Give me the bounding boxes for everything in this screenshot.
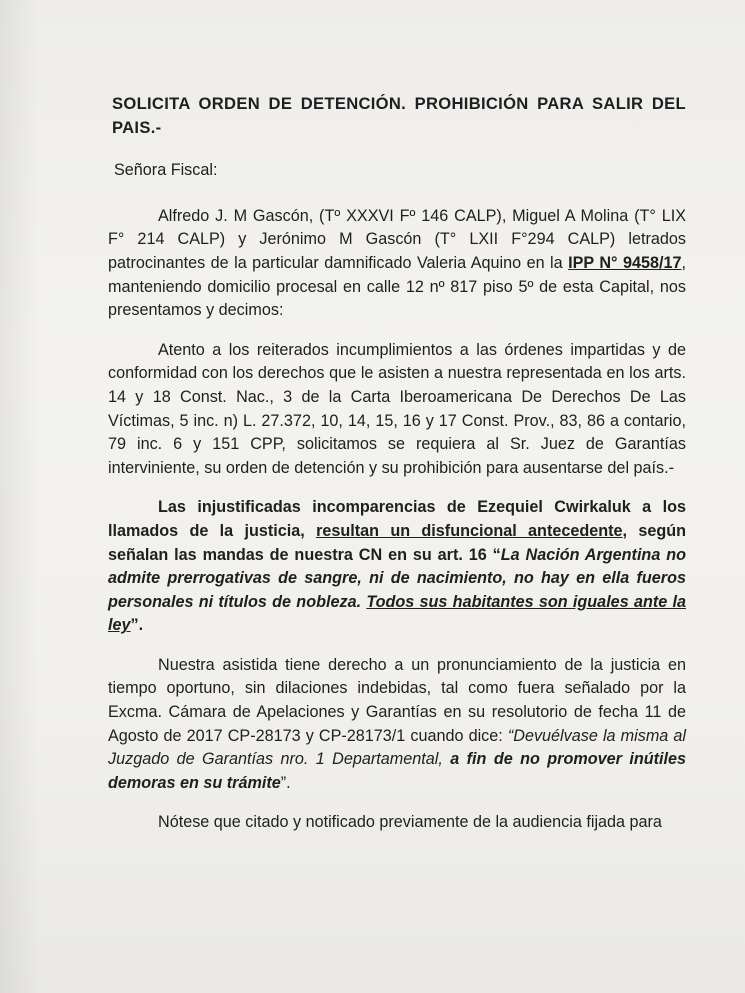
document-title: SOLICITA ORDEN DE DETENCIÓN. PROHIBICIÓN PARA SALIR DEL PAIS.- [112, 94, 686, 137]
court-text-c: ”. [280, 773, 291, 792]
document-body [108, 92, 686, 851]
paragraph-presentation [108, 205, 686, 323]
constitution-text-a: Las injustificadas incomparencias de Ezequiel Cwirkaluk a los llamados de la justicia, [108, 498, 686, 540]
paragraph-request: Atento a los reiterados incumplimientos a las órdenes impartidas y de conformidad con los derechos que le asisten a nuestra representada en los arts. 14 y 18 Const. Nac., 3 de la Carta Iberoamericana De Derechos De Las Víctimas, 5 inc. n) L. 27.372, 10, 14, 15, 16 y 17 Const. Prov., 83, 86 a contario, 79 inc. 6 y 151 CPP, solicitamos se requiera al Sr. Juez de Garantías interviniente, su orden de detención y su prohibición para ausentarse del país.- [108, 340, 686, 477]
paragraph-notice: Nótese que citado y notificado previamente de la audiencia fijada para [158, 813, 662, 832]
page-shadow [0, 0, 40, 993]
constitution-quote-underlined: Todos sus habitantes son iguales ante la ley [108, 592, 686, 635]
court-quote-bold: a fin de no promover inútiles demoras en su trámite [108, 750, 687, 792]
constitution-text-c: ”. [130, 616, 144, 635]
court-quote: “Devuélvase la misma al Juzgado de Garantías nro. 1 Departamental, [108, 726, 686, 769]
court-text-a: Nuestra asistida tiene derecho a un pronunciamiento de la justicia en tiempo oportuno, sin dilaciones indebidas, tal como fuera señalado por la Excma. Cámara de Apelaciones y Garantías en su resolutorio de fecha 11 de Agosto de 2017 CP-28173 y CP-28173/1 cuando dice: [108, 655, 686, 745]
paragraph-court [108, 654, 686, 796]
salutation: Señora Fiscal: [114, 161, 218, 180]
presentation-text-a: Alfredo J. M Gascón, (Tº XXXVI Fº 146 CALP), Miguel A Molina (T° LIX F° 214 CALP) y Jerónimo M Gascón (T° LXII F°294 CALP) letrados patrocinantes de la particular damnificado Valeria Aquino en la [108, 206, 686, 272]
constitution-text-b: , según señalan las mandas de nuestra CN en su art. 16 “ [108, 521, 686, 564]
paragraph-constitution [108, 496, 686, 638]
ipp-number: IPP N° 9458/17 [568, 253, 682, 272]
constitution-underlined: resultan un disfuncional antecedente [316, 521, 623, 540]
presentation-text-b: , manteniendo domicilio procesal en calle 12 nº 817 piso 5º de esta Capital, nos presentamos y decimos: [108, 253, 686, 320]
constitution-quote: La Nación Argentina no admite prerrogativas de sangre, ni de nacimiento, no hay en ella fueros personales ni títulos de nobleza. [108, 545, 686, 611]
